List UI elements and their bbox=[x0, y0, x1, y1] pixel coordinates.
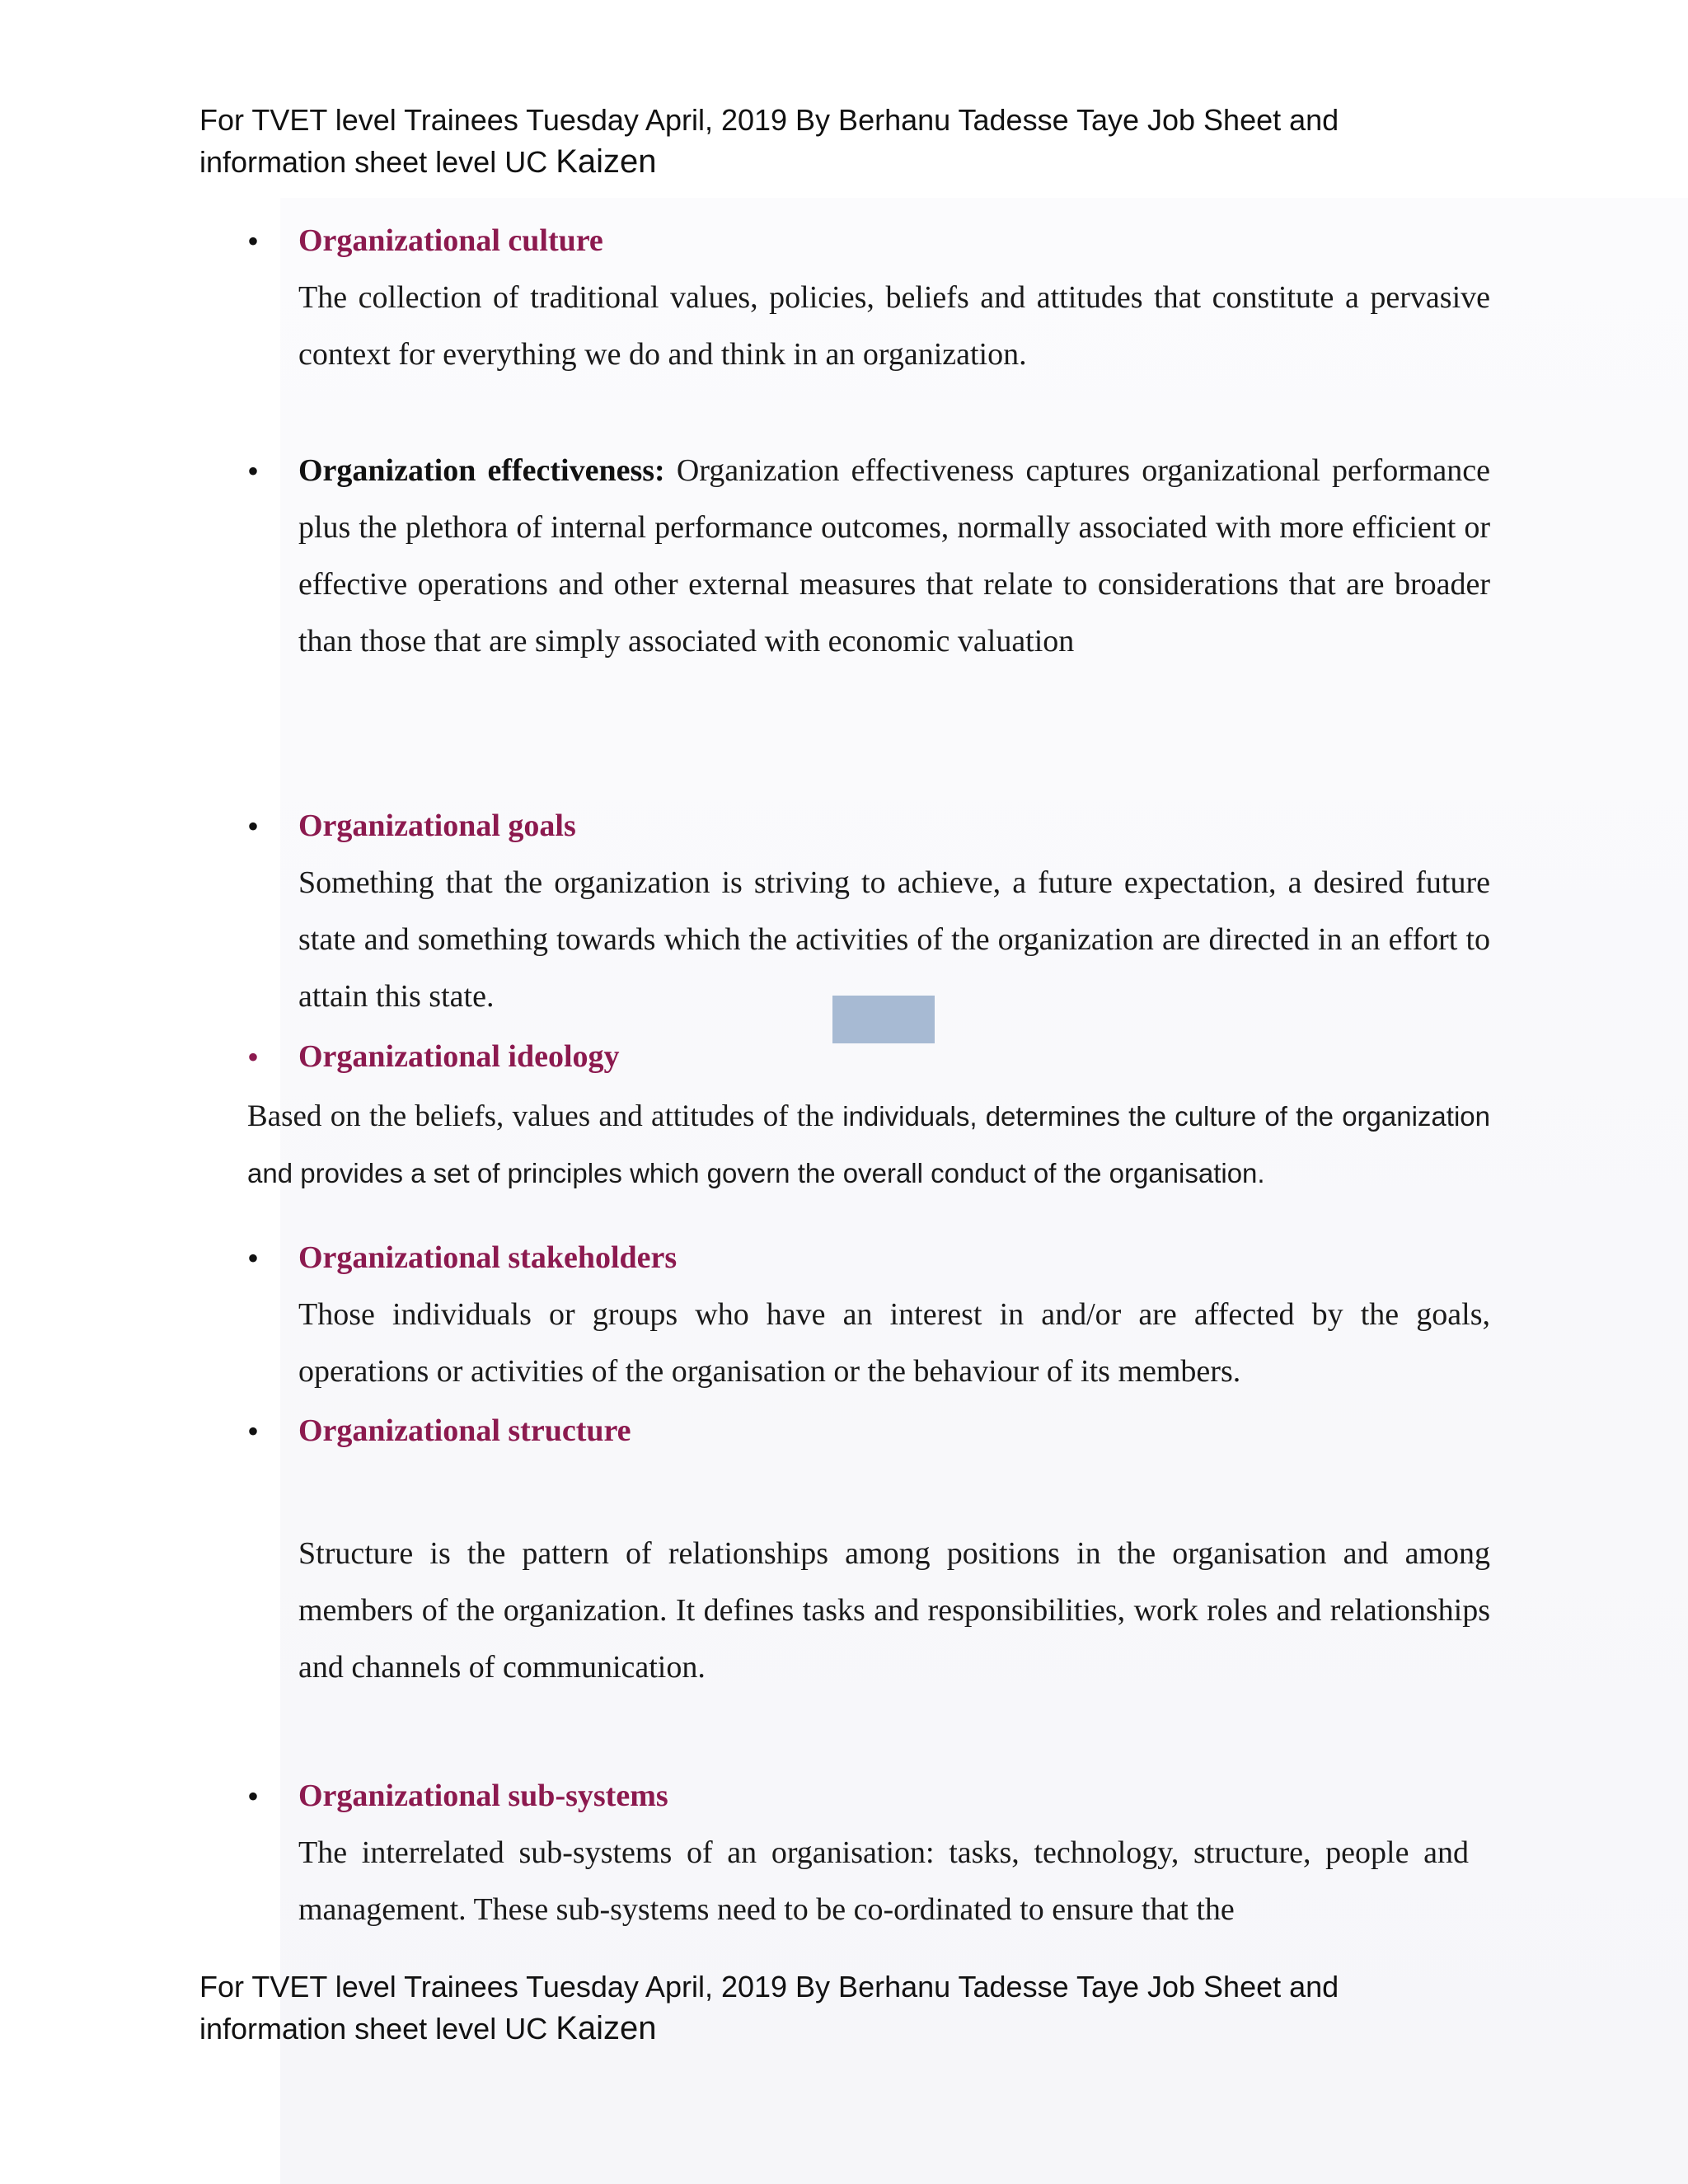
term-heading: Organizational ideology bbox=[298, 1039, 620, 1074]
definition-item-structure bbox=[247, 1403, 1490, 1696]
bullet-icon: • bbox=[247, 1778, 260, 1815]
footer-kaizen: Kaizen bbox=[556, 2010, 657, 2046]
definition-text: Those individuals or groups who have an interest in and/or are affected by the goals, operations or activities of the organisation or the behaviour of its members. bbox=[298, 1297, 1490, 1389]
definition-paragraph bbox=[298, 443, 1490, 670]
definition-text: Organization effectiveness captures organizational performance plus the plethora of internal performance outcomes, normally associated with more efficient or effective operations and other external measures that relate to considerations that are broader than those that are simply associated with economic valuation bbox=[298, 453, 1491, 658]
definition-item-effectiveness bbox=[247, 443, 1490, 670]
definition-text: The interrelated sub-systems of an organisation: tasks, technology, structure, people and management. These sub-systems need to be co-ordinated to ensure that the bbox=[298, 1835, 1469, 1927]
term-heading: Organizational sub-systems bbox=[298, 1779, 668, 1813]
header-line-2-text: information sheet level UC bbox=[199, 145, 556, 179]
footer-line-2-text: information sheet level UC bbox=[199, 2012, 556, 2046]
footer-line-1: For TVET level Trainees Tuesday April, 2019 By Berhanu Tadesse Taye Job Sheet and bbox=[199, 1970, 1339, 2004]
definition-item-goals bbox=[247, 798, 1490, 1025]
term-heading: Organizational structure bbox=[298, 1413, 631, 1448]
bullet-icon: • bbox=[247, 223, 260, 260]
definition-text: Something that the organization is striving to achieve, a future expectation, a desired future state and something towards which the activities of the organization are directed in an effort to attain this state. bbox=[298, 865, 1490, 1014]
term-heading: Organizational goals bbox=[298, 808, 576, 843]
bullet-icon: • bbox=[247, 1413, 260, 1450]
bullet-icon: • bbox=[247, 1240, 260, 1277]
bullet-icon: • bbox=[247, 808, 260, 845]
header-line-2 bbox=[199, 141, 1419, 183]
running-header bbox=[199, 99, 1419, 183]
definition-text: Structure is the pattern of relationships among positions in the organisation and among members of the organization. It defines tasks and responsibilities, work roles and relationships and channels of communication. bbox=[298, 1536, 1490, 1685]
definition-item-subsystems bbox=[247, 1768, 1490, 1938]
bullet-icon: • bbox=[247, 1038, 260, 1076]
footer-line-2 bbox=[199, 2008, 1419, 2050]
definition-item-ideology bbox=[247, 1029, 1490, 1085]
definition-text: The collection of traditional values, policies, beliefs and attitudes that constitute a pervasive context for everything we do and think in an organization. bbox=[298, 280, 1490, 372]
term-heading: Organization effectiveness: bbox=[298, 453, 665, 488]
ideology-text-serif: Based on the beliefs, values and attitudes of the bbox=[247, 1099, 843, 1133]
header-kaizen: Kaizen bbox=[556, 143, 657, 180]
ideology-text-sans: individuals, determines the culture of the organization and provides a set of principles which govern the overall conduct of the organisation. bbox=[247, 1101, 1490, 1188]
running-footer bbox=[199, 1966, 1419, 2050]
ideology-definition bbox=[247, 1088, 1490, 1202]
term-heading: Organizational culture bbox=[298, 223, 603, 258]
header-line-1: For TVET level Trainees Tuesday April, 2019 By Berhanu Tadesse Taye Job Sheet and bbox=[199, 103, 1339, 137]
definition-item-stakeholders bbox=[247, 1230, 1490, 1400]
term-heading: Organizational stakeholders bbox=[298, 1240, 678, 1275]
bullet-icon: • bbox=[247, 452, 260, 490]
definition-item-culture bbox=[247, 213, 1490, 383]
